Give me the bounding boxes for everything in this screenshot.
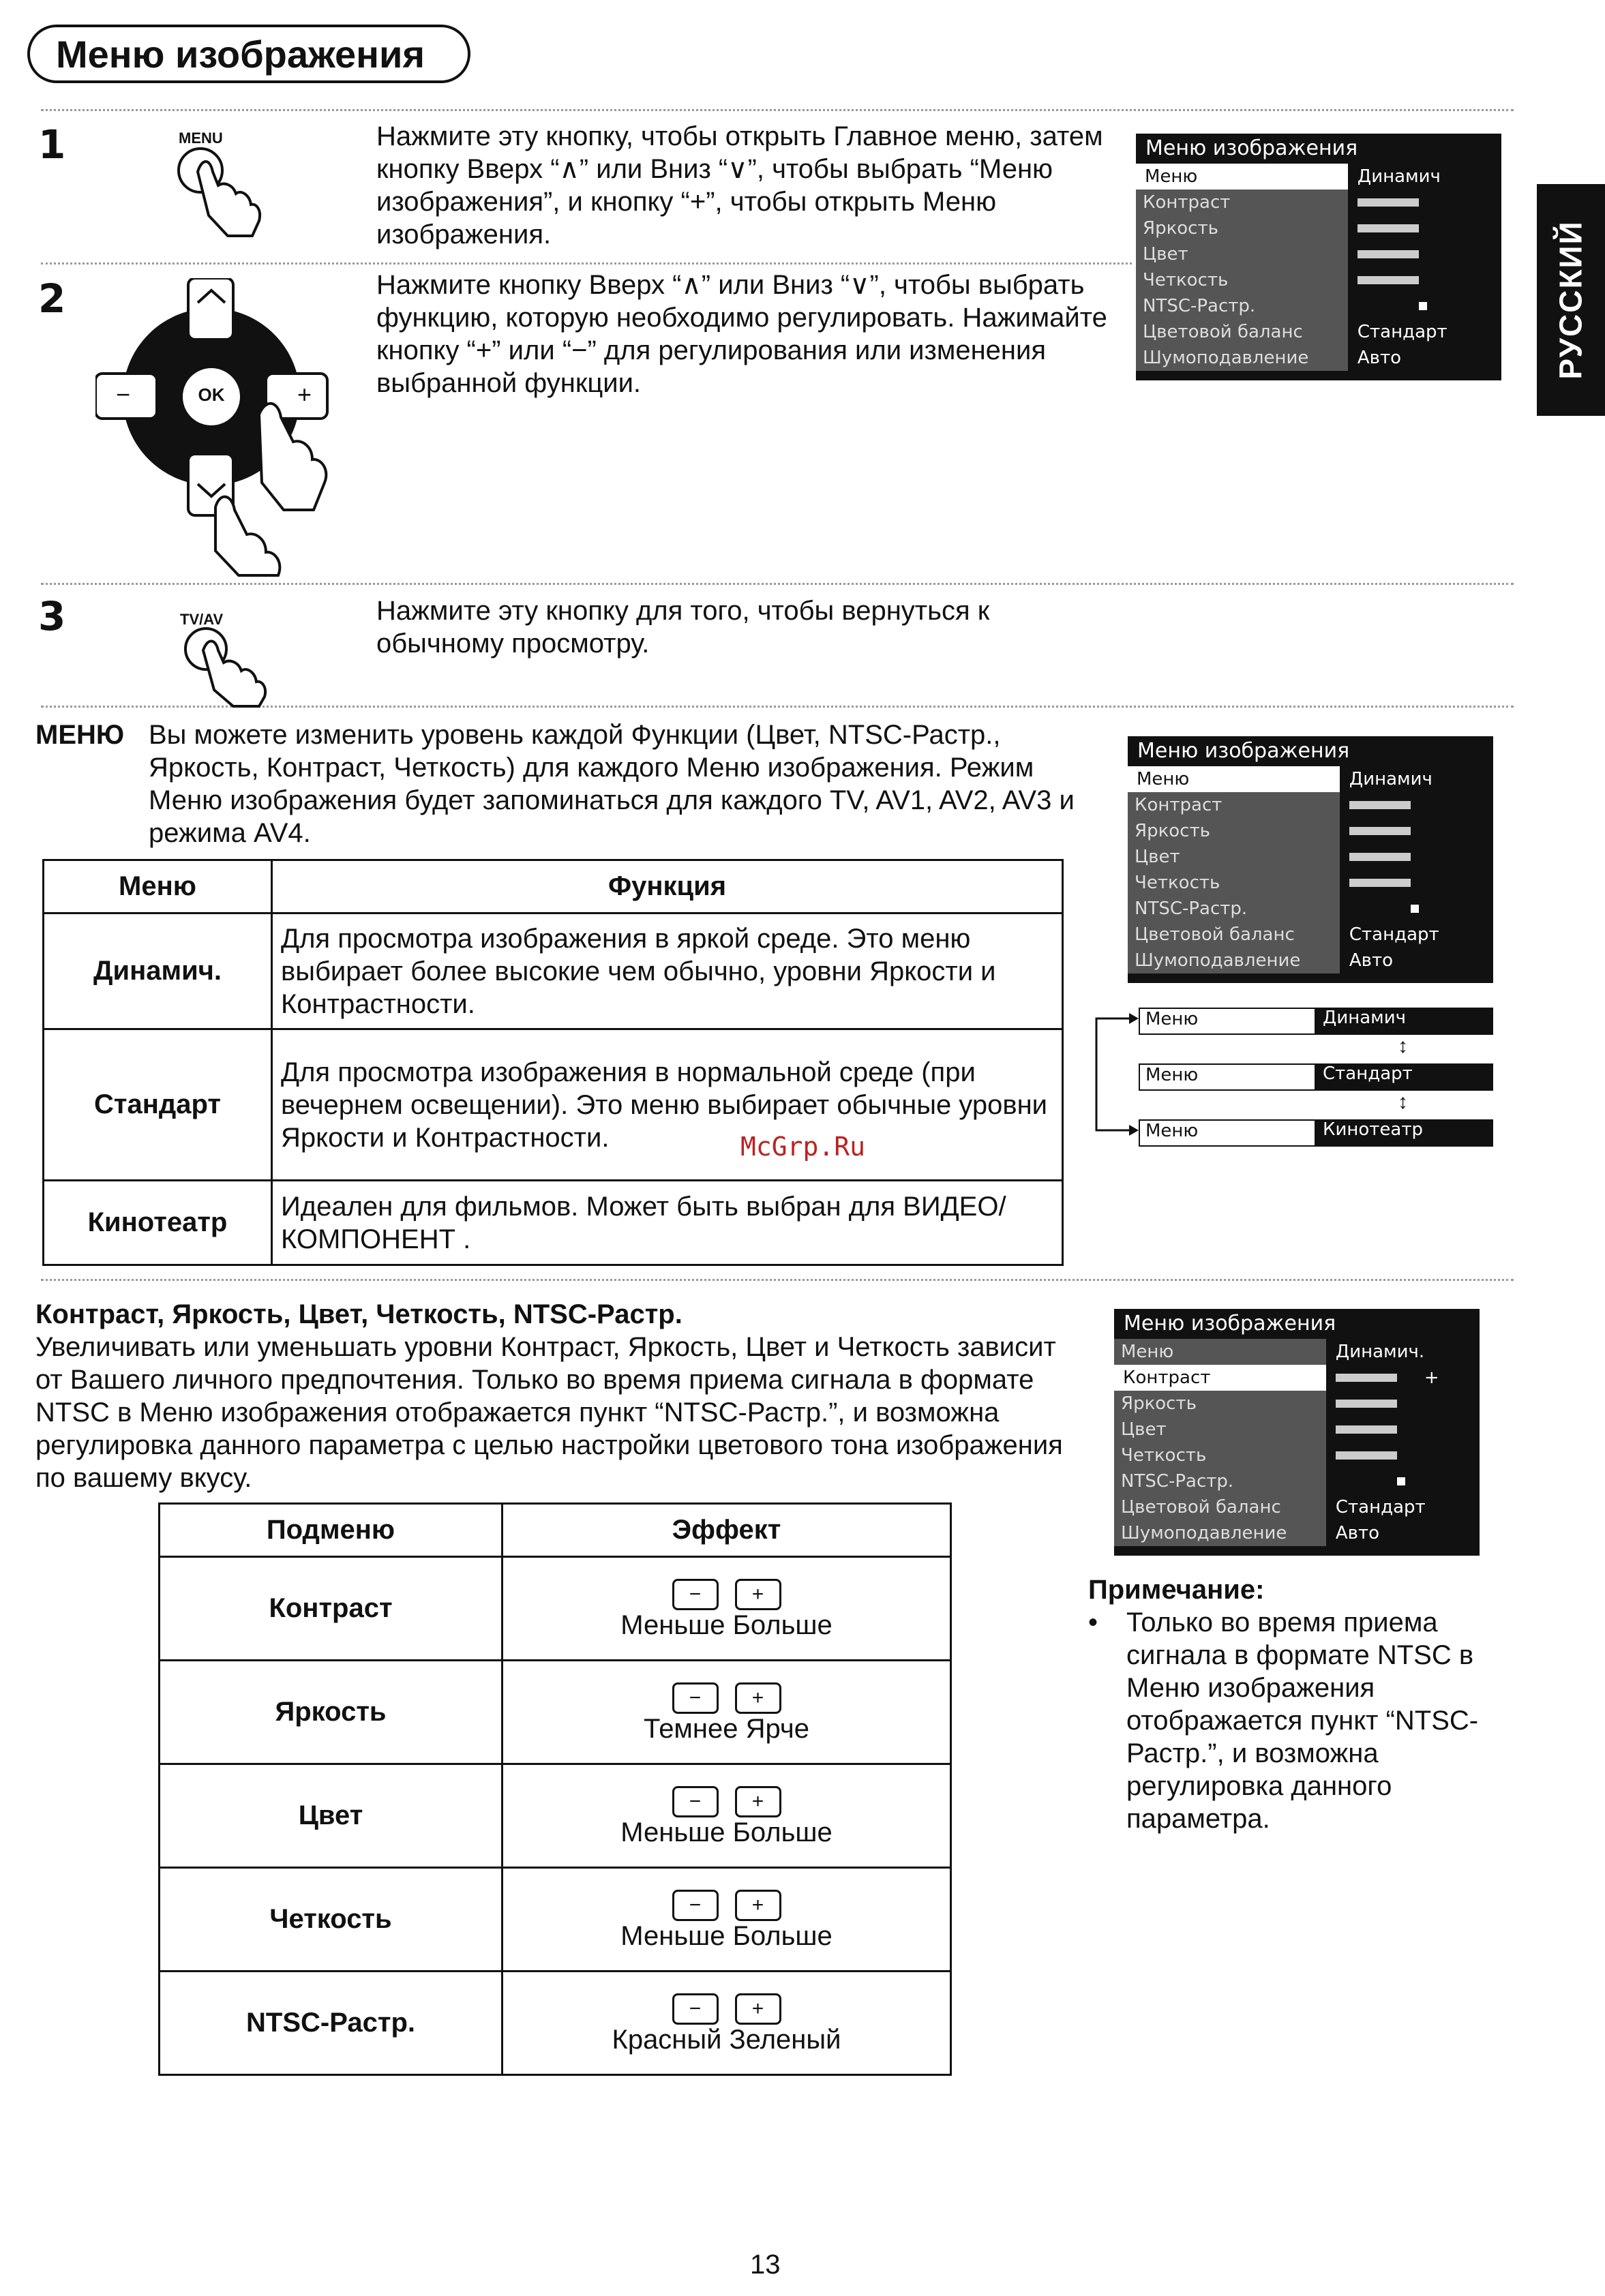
step-1-text: Нажмите эту кнопку, чтобы открыть Главное меню, затем кнопку Вверх “∧” или Вниз “∨”, чтобы выбрать “Меню изображения”, и кнопку “+”, чтобы открыть Меню изображения.: [376, 121, 1103, 250]
minus-key-icon: −: [672, 1579, 719, 1610]
page-title: Меню изображения: [27, 25, 470, 83]
level-bar: [1358, 198, 1419, 207]
osd-row: NTSC-Растр.: [1114, 1468, 1480, 1494]
level-bar: [1358, 250, 1419, 258]
osd-row: Цветовой баланс Стандарт: [1136, 319, 1501, 345]
table-row: [160, 1764, 951, 1868]
watermark: McGrp.Ru: [740, 1132, 866, 1162]
osd-row: Шумоподавление Авто: [1136, 345, 1501, 371]
osd-row: Яркость: [1128, 818, 1493, 844]
osd-row: Четкость: [1128, 870, 1493, 896]
sequence-item: Меню Кинотеатр: [1139, 1119, 1493, 1147]
level-bar: [1336, 1425, 1397, 1434]
effect-minus-label: Темнее: [644, 1713, 738, 1744]
language-tab-label: РУССКИЙ: [1553, 220, 1589, 380]
table-cell: Кинотеатр: [44, 1181, 272, 1265]
menu-function-table: [42, 859, 1064, 1266]
osd-row: Меню Динамич: [1136, 164, 1501, 190]
osd-row: Цвет: [1136, 241, 1501, 267]
osd-header: Меню изображения: [1124, 1312, 1336, 1335]
page-number: 13: [750, 2250, 781, 2280]
table-row: [44, 913, 1063, 1029]
osd-row: Цветовой баланс Стандарт: [1128, 922, 1493, 948]
cycle-arrow-icon: [1091, 1009, 1145, 1138]
hand-press-icon: [170, 145, 286, 240]
osd-row: Яркость: [1136, 215, 1501, 241]
sequence-item: Меню Стандарт: [1139, 1063, 1493, 1091]
level-dot: [1419, 302, 1427, 310]
step-2-text: Нажмите кнопку Вверх “∧” или Вниз “∨”, чтобы выбрать функцию, которую необходимо регулировать. Нажимайте кнопку “+” или “−” для регулирования или изменения выбранной функции.: [376, 270, 1107, 398]
step-3-text: Нажмите эту кнопку для того, чтобы вернуться к обычному просмотру.: [376, 596, 990, 659]
plus-key-icon: +: [735, 1682, 781, 1714]
table-cell: Стандарт: [44, 1029, 272, 1181]
menu-section-label: МЕНЮ: [35, 720, 125, 750]
table-cell: Цвет: [160, 1764, 502, 1868]
osd-row: Цветовой баланс Стандарт: [1114, 1494, 1480, 1520]
osd-row: Контраст: [1136, 190, 1501, 215]
table-row: [160, 1972, 951, 2075]
hand-press-icon: [179, 626, 295, 708]
plus-key-icon: +: [735, 1786, 781, 1817]
language-tab: [1537, 184, 1605, 416]
osd-row: NTSC-Растр.: [1136, 293, 1501, 319]
minus-key-label: −: [116, 380, 131, 408]
table-header: Функция: [272, 860, 1063, 913]
table-header: Эффект: [502, 1504, 951, 1557]
osd-row: Четкость: [1114, 1442, 1480, 1468]
level-bar: [1358, 276, 1419, 284]
adjust-section-heading: Контраст, Яркость, Цвет, Четкость, NTSC-Растр.: [35, 1299, 682, 1329]
osd-row: Шумоподавление Авто: [1114, 1520, 1480, 1546]
osd-row: Меню Динамич.: [1114, 1339, 1480, 1365]
separator: [41, 583, 1514, 585]
note-title: Примечание:: [1088, 1575, 1265, 1605]
table-row: [160, 1868, 951, 1972]
level-dot: [1397, 1477, 1405, 1485]
tvav-button-label: TV/AV: [180, 611, 224, 628]
table-cell: Для просмотра изображения в яркой среде. Это меню выбирает более высокие чем обычно, уровни Яркости и Контрастности.: [272, 913, 1063, 1029]
effect-plus-label: Зеленый: [729, 2024, 841, 2055]
ok-button-label: OK: [198, 384, 225, 405]
minus-key-icon: −: [672, 1890, 719, 1921]
osd-row: Контраст: [1128, 792, 1493, 818]
note-bullet: •: [1088, 1607, 1098, 1637]
separator: [41, 262, 1132, 265]
plus-key-icon: +: [735, 1993, 781, 2025]
table-cell: Яркость: [160, 1661, 502, 1764]
effect-plus-label: Ярче: [745, 1713, 809, 1744]
separator: [41, 1279, 1514, 1281]
effect-plus-label: Больше: [732, 1920, 832, 1951]
table-cell: Контраст: [160, 1557, 502, 1661]
effect-cell: [502, 1764, 951, 1868]
osd-picture-menu: [1128, 736, 1493, 983]
table-cell: Идеален для фильмов. Может быть выбран для ВИДЕО/КОМПОНЕНТ .: [272, 1181, 1063, 1265]
minus-key-icon: −: [672, 1682, 719, 1714]
updown-arrow-icon: ↕: [1398, 1091, 1408, 1113]
level-bar: [1336, 1400, 1397, 1408]
step-number: 1: [38, 121, 66, 168]
note-text: Только во время приема сигнала в формате NTSC в Меню изображения отображается пункт “NTSC-Растр.”, и возможна регулировка данного параметра.: [1126, 1607, 1479, 1834]
dpad-icon: [95, 278, 355, 578]
table-row: [44, 1181, 1063, 1265]
osd-row: Цвет: [1114, 1417, 1480, 1442]
effect-cell: [502, 1972, 951, 2075]
effect-cell: [502, 1868, 951, 1972]
menu-button-illustration: [170, 130, 286, 239]
osd-row: Шумоподавление Авто: [1128, 948, 1493, 973]
osd-row: Яркость: [1114, 1391, 1480, 1417]
table-cell: Четкость: [160, 1868, 502, 1972]
minus-key-icon: −: [672, 1993, 719, 2025]
table-row: [160, 1557, 951, 1661]
tvav-button-illustration: [179, 611, 295, 706]
table-row: [44, 1029, 1063, 1181]
osd-row: Цвет: [1128, 844, 1493, 870]
sequence-item: Меню Динамич: [1139, 1008, 1493, 1035]
adjust-section-text: Увеличивать или уменьшать уровни Контраст, Яркость, Цвет и Четкость зависит от Вашего личного предпочтения. Только во время приема сигнала в формате NTSC в Меню изображения отображается пункт “NTSC-Растр.”, и возможна регулировка данного параметра с целью настройки цветового тона изображения по вашему вкусу.: [35, 1332, 1063, 1493]
effect-minus-label: Красный: [612, 2024, 722, 2055]
table-cell: NTSC-Растр.: [160, 1972, 502, 2075]
minus-key-icon: −: [672, 1786, 719, 1817]
effect-cell: [502, 1661, 951, 1764]
level-bar: [1349, 827, 1411, 835]
level-bar: [1336, 1374, 1397, 1382]
table-cell: Для просмотра изображения в нормальной среде (при вечернем освещении). Это меню выбирает обычные уровни Яркости и Контрастности.: [272, 1029, 1063, 1181]
effect-minus-label: Меньше: [620, 1610, 725, 1640]
effect-plus-label: Больше: [732, 1817, 832, 1847]
plus-key-icon: +: [735, 1579, 781, 1610]
osd-row: Четкость: [1136, 267, 1501, 293]
step-number: 3: [38, 593, 66, 639]
effect-minus-label: Меньше: [620, 1920, 725, 1951]
effect-cell: [502, 1557, 951, 1661]
plus-key-icon: +: [735, 1890, 781, 1921]
level-dot: [1411, 905, 1419, 913]
step-number: 2: [38, 275, 66, 322]
menu-section-text: Вы можете изменить уровень каждой Функции (Цвет, NTSC-Растр., Яркость, Контраст, Четкость) для каждого Меню изображения. Режим Меню изображения будет запоминаться для каждого TV, AV1, AV2, AV3 и режима AV4.: [149, 720, 1075, 848]
table-cell: Динамич.: [44, 913, 272, 1029]
level-bar: [1349, 853, 1411, 861]
table-row: [160, 1661, 951, 1764]
submenu-effect-table: [158, 1502, 952, 2076]
osd-picture-menu-contrast: [1114, 1309, 1480, 1556]
remote-dpad-illustration: [95, 278, 355, 578]
osd-picture-menu: [1136, 134, 1501, 380]
level-bar: [1349, 801, 1411, 809]
effect-plus-label: Больше: [732, 1610, 832, 1640]
plus-key-label: +: [297, 380, 312, 408]
level-bar: [1358, 224, 1419, 232]
osd-row: Меню Динамич: [1128, 766, 1493, 792]
osd-row: NTSC-Растр.: [1128, 896, 1493, 922]
osd-header: Меню изображения: [1137, 739, 1350, 763]
osd-header: Меню изображения: [1145, 136, 1358, 160]
separator: [41, 109, 1514, 111]
level-bar: [1349, 879, 1411, 887]
table-header: Подменю: [160, 1504, 502, 1557]
level-bar: [1336, 1451, 1397, 1460]
effect-minus-label: Меньше: [620, 1817, 725, 1847]
osd-row: Контраст +: [1114, 1365, 1480, 1391]
osd-plus: +: [1424, 1368, 1439, 1388]
updown-arrow-icon: ↕: [1398, 1035, 1408, 1057]
menu-button-label: MENU: [179, 130, 223, 147]
table-header: Меню: [44, 860, 272, 913]
